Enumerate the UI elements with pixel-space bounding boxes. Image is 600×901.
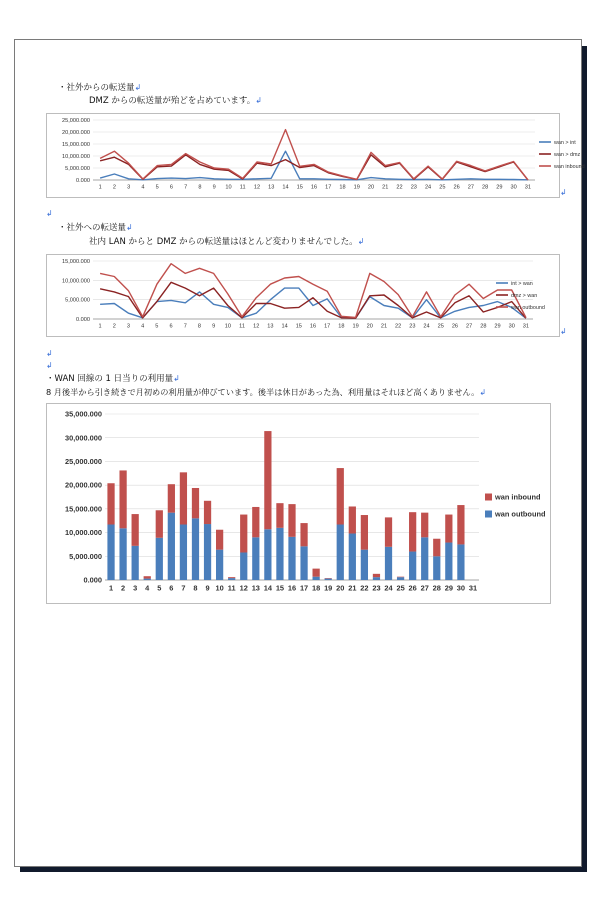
section-1-description: DMZ からの転送量が殆どを占めています。 xyxy=(89,96,256,106)
bar-segment-wan-inbound xyxy=(349,506,356,533)
y-tick-label: 10,000.000 xyxy=(65,528,102,538)
bar-segment-wan-outbound xyxy=(107,525,114,580)
bar-segment-wan-outbound xyxy=(313,577,320,580)
bar-segment-wan-outbound xyxy=(409,552,416,580)
section-2-heading: ・社外への転送量 xyxy=(58,223,127,233)
section-3-heading-line xyxy=(46,373,180,385)
x-tick-label: 24 xyxy=(423,323,430,330)
x-tick-label: 9 xyxy=(205,583,210,593)
x-tick-label: 13 xyxy=(251,583,260,593)
paragraph-mark-icon: ↲ xyxy=(173,374,180,383)
bar-segment-wan-inbound xyxy=(107,483,114,524)
x-tick-label: 19 xyxy=(352,323,359,330)
x-tick-label: 20 xyxy=(366,323,373,330)
section-3-description: 8 月後半から引き続きで月初めの利用量が伸びています。後半は休日があった為、利用量はそれほど高くありません。 xyxy=(46,387,480,397)
x-tick-label: 19 xyxy=(353,184,360,191)
section-2-description-line xyxy=(89,236,364,248)
y-tick-label: 10,000.000 xyxy=(62,153,90,160)
x-tick-label: 24 xyxy=(424,184,432,191)
x-tick-label: 16 xyxy=(287,583,297,593)
bar-segment-wan-inbound xyxy=(228,577,235,578)
x-tick-label: 31 xyxy=(468,583,478,593)
bar-segment-wan-inbound xyxy=(373,574,380,577)
x-tick-label: 1 xyxy=(108,583,114,593)
x-tick-label: 23 xyxy=(409,323,416,330)
x-tick-label: 4 xyxy=(145,583,150,593)
legend-label: wan inbound xyxy=(495,492,541,502)
x-tick-label: 23 xyxy=(372,583,381,593)
series-line-wan-dmz xyxy=(100,155,528,180)
x-tick-label: 5 xyxy=(155,184,159,191)
bar-segment-wan-inbound xyxy=(216,530,223,550)
y-tick-label: 15,000.000 xyxy=(65,504,102,514)
section-2-heading-line xyxy=(58,222,133,234)
bar-segment-wan-outbound xyxy=(228,578,235,580)
bar-segment-wan-outbound xyxy=(204,524,211,580)
x-tick-label: 15 xyxy=(295,323,302,330)
y-tick-label: 20,000.000 xyxy=(62,129,90,136)
x-tick-label: 28 xyxy=(432,583,441,593)
chart-wan-daily-usage-svg xyxy=(47,404,550,603)
bar-segment-wan-outbound xyxy=(168,513,175,580)
x-tick-label: 12 xyxy=(253,323,260,330)
paragraph-mark-icon: ↲ xyxy=(46,209,53,218)
y-tick-label: 15,000.000 xyxy=(62,258,90,265)
chart-outbound-transfer xyxy=(46,254,560,337)
bar-segment-wan-inbound xyxy=(337,468,344,524)
x-tick-label: 10 xyxy=(225,184,232,191)
y-tick-label: 25,000.000 xyxy=(65,457,102,467)
bar-segment-wan-inbound xyxy=(276,503,283,528)
paragraph-mark-empty-1 xyxy=(46,208,53,220)
x-tick-label: 15 xyxy=(296,184,303,191)
x-tick-label: 6 xyxy=(169,583,174,593)
y-tick-label: 0.000 xyxy=(76,316,90,323)
bar-segment-wan-inbound xyxy=(132,514,139,546)
legend-swatch xyxy=(485,494,492,501)
x-tick-label: 10 xyxy=(215,583,224,593)
x-tick-label: 26 xyxy=(453,184,460,191)
bar-segment-wan-outbound xyxy=(180,525,187,580)
paragraph-mark-icon: ↲ xyxy=(357,237,365,246)
paragraph-mark-icon: ↲ xyxy=(46,349,53,358)
y-tick-label: 5,000.000 xyxy=(65,297,90,304)
legend-label: dmz > wan xyxy=(511,292,538,299)
paragraph-mark-chart-2 xyxy=(560,326,567,338)
bar-segment-wan-outbound xyxy=(337,525,344,580)
bar-segment-wan-inbound xyxy=(144,576,151,578)
y-tick-label: 5,000.000 xyxy=(69,551,102,561)
bar-segment-wan-inbound xyxy=(156,510,163,538)
bar-segment-wan-outbound xyxy=(240,552,247,580)
section-2-description: 社内 LAN からと DMZ からの転送量はほとんど変わりませんでした。 xyxy=(89,237,358,247)
x-tick-label: 25 xyxy=(396,583,405,593)
chart-inbound-transfer xyxy=(46,113,585,198)
bar-segment-wan-inbound xyxy=(457,505,464,544)
x-tick-label: 29 xyxy=(496,184,503,191)
x-tick-label: 11 xyxy=(239,184,246,191)
bar-segment-wan-outbound xyxy=(349,534,356,580)
y-tick-label: 30,000.000 xyxy=(65,433,102,443)
x-tick-label: 20 xyxy=(336,583,345,593)
bar-segment-wan-outbound xyxy=(216,550,223,580)
section-1-heading: ・社外からの転送量 xyxy=(58,83,135,93)
x-tick-label: 18 xyxy=(338,323,345,330)
y-tick-label: 25,000.000 xyxy=(62,117,90,124)
x-tick-label: 26 xyxy=(408,583,417,593)
y-tick-label: 5,000.000 xyxy=(65,165,90,172)
paragraph-mark-icon: ↲ xyxy=(255,96,262,105)
x-tick-label: 14 xyxy=(282,184,289,191)
paragraph-mark-icon: ↲ xyxy=(134,83,142,92)
x-tick-label: 6 xyxy=(169,323,173,330)
x-tick-label: 2 xyxy=(121,583,126,593)
x-tick-label: 5 xyxy=(157,583,162,593)
x-tick-label: 21 xyxy=(380,323,388,330)
bar-segment-wan-outbound xyxy=(192,518,199,580)
x-tick-label: 29 xyxy=(494,323,501,330)
x-tick-label: 4 xyxy=(141,323,145,330)
bar-segment-wan-inbound xyxy=(119,470,126,528)
chart-wan-daily-usage xyxy=(46,403,551,604)
x-tick-label: 14 xyxy=(263,583,272,593)
y-tick-label: 15,000.000 xyxy=(62,141,90,148)
legend-label: wan > dmz xyxy=(554,151,581,158)
x-tick-label: 28 xyxy=(481,184,489,191)
x-tick-label: 13 xyxy=(268,184,275,191)
bar-segment-wan-inbound xyxy=(445,515,452,543)
x-tick-label: 14 xyxy=(281,323,288,330)
bar-segment-wan-inbound xyxy=(180,472,187,524)
x-tick-label: 4 xyxy=(141,184,145,191)
bar-segment-wan-outbound xyxy=(373,577,380,580)
bar-segment-wan-outbound xyxy=(276,528,283,580)
legend-label: int > wan xyxy=(511,280,533,287)
x-tick-label: 7 xyxy=(184,184,188,191)
x-tick-label: 28 xyxy=(480,323,487,330)
x-tick-label: 1 xyxy=(98,184,102,191)
x-tick-label: 12 xyxy=(253,184,261,191)
bar-segment-wan-outbound xyxy=(156,538,163,580)
legend-label: wan > int xyxy=(554,139,576,146)
bar-segment-wan-outbound xyxy=(385,547,392,580)
bar-segment-wan-inbound xyxy=(204,501,211,524)
x-tick-label: 12 xyxy=(239,583,248,593)
x-tick-label: 30 xyxy=(456,583,466,593)
x-tick-label: 31 xyxy=(522,323,530,330)
x-tick-label: 10 xyxy=(224,323,231,330)
bar-segment-wan-inbound xyxy=(433,539,440,557)
paragraph-mark-empty-2 xyxy=(46,348,53,360)
bar-segment-wan-inbound xyxy=(313,569,320,577)
x-tick-label: 22 xyxy=(395,323,402,330)
y-tick-label: 35,000.000 xyxy=(65,409,102,419)
x-tick-label: 21 xyxy=(382,184,389,191)
bar-segment-wan-inbound xyxy=(409,512,416,551)
x-tick-label: 3 xyxy=(127,184,131,191)
chart-inbound-transfer-svg xyxy=(47,114,585,197)
x-tick-label: 6 xyxy=(169,184,173,191)
bar-segment-wan-inbound xyxy=(385,517,392,546)
x-tick-label: 7 xyxy=(181,583,186,593)
x-tick-label: 8 xyxy=(197,323,202,330)
x-tick-label: 16 xyxy=(310,184,318,191)
x-tick-label: 9 xyxy=(212,323,216,330)
legend-swatch xyxy=(485,511,492,518)
x-tick-label: 31 xyxy=(524,184,531,191)
x-tick-label: 5 xyxy=(155,323,159,330)
bar-segment-wan-outbound xyxy=(361,550,368,580)
x-tick-label: 20 xyxy=(367,184,375,191)
y-tick-label: 0.000 xyxy=(83,575,102,585)
bar-segment-wan-inbound xyxy=(240,515,247,553)
x-tick-label: 2 xyxy=(112,184,116,191)
bar-segment-wan-outbound xyxy=(252,537,259,580)
bar-segment-wan-inbound xyxy=(421,513,428,538)
x-tick-label: 25 xyxy=(437,323,444,330)
x-tick-label: 27 xyxy=(467,184,474,191)
bar-segment-wan-inbound xyxy=(252,507,259,537)
x-tick-label: 7 xyxy=(183,323,187,330)
bar-segment-wan-outbound xyxy=(433,556,440,580)
section-3-heading: ・WAN 回線の 1 日当りの利用量 xyxy=(46,374,174,384)
x-tick-label: 18 xyxy=(312,583,321,593)
bar-segment-wan-inbound xyxy=(361,515,368,550)
x-tick-label: 3 xyxy=(133,583,138,593)
bar-segment-wan-outbound xyxy=(397,577,404,580)
paragraph-mark-icon: ↲ xyxy=(479,388,487,397)
x-tick-label: 21 xyxy=(348,583,357,593)
x-tick-label: 13 xyxy=(267,323,274,330)
chart-outbound-transfer-svg xyxy=(47,255,559,336)
paragraph-mark-chart-1 xyxy=(560,187,567,199)
paragraph-mark-icon: ↲ xyxy=(560,327,567,336)
x-tick-label: 11 xyxy=(227,583,236,593)
x-tick-label: 30 xyxy=(510,184,517,191)
x-tick-label: 19 xyxy=(324,583,333,593)
legend-label: wan outbound xyxy=(495,509,546,519)
x-tick-label: 1 xyxy=(98,323,102,330)
bar-segment-wan-outbound xyxy=(445,543,452,580)
bar-segment-wan-inbound xyxy=(288,504,295,537)
paragraph-mark-empty-3 xyxy=(46,360,53,372)
paragraph-mark-icon: ↲ xyxy=(46,361,53,370)
x-tick-label: 16 xyxy=(309,323,317,330)
bar-segment-wan-outbound xyxy=(421,537,428,580)
series-line-wan-inbound xyxy=(100,130,528,180)
x-tick-label: 24 xyxy=(384,583,393,593)
x-tick-label: 18 xyxy=(339,184,346,191)
bar-segment-wan-outbound xyxy=(264,529,271,580)
x-tick-label: 25 xyxy=(439,184,446,191)
bar-segment-wan-outbound xyxy=(288,537,295,580)
x-tick-label: 27 xyxy=(466,323,473,330)
x-tick-label: 8 xyxy=(193,583,198,593)
x-tick-label: 17 xyxy=(324,323,331,330)
y-tick-label: 20,000.000 xyxy=(65,480,102,490)
bar-segment-wan-inbound xyxy=(264,431,271,529)
x-tick-label: 29 xyxy=(444,583,453,593)
paragraph-mark-icon: ↲ xyxy=(560,188,567,197)
paragraph-mark-icon: ↲ xyxy=(126,223,133,232)
x-tick-label: 27 xyxy=(420,583,429,593)
x-tick-label: 22 xyxy=(360,583,369,593)
x-tick-label: 11 xyxy=(239,323,245,330)
x-tick-label: 3 xyxy=(126,323,131,330)
bar-segment-wan-inbound xyxy=(168,484,175,512)
x-tick-label: 15 xyxy=(275,583,285,593)
x-tick-label: 22 xyxy=(396,184,403,191)
bar-segment-wan-outbound xyxy=(144,579,151,580)
x-tick-label: 26 xyxy=(451,323,459,330)
series-line-dmz-wan xyxy=(100,282,526,318)
bar-segment-wan-outbound xyxy=(119,528,126,580)
bar-segment-wan-inbound xyxy=(192,488,199,518)
y-tick-label: 0.000 xyxy=(76,177,90,184)
x-tick-label: 17 xyxy=(299,583,309,593)
section-1-heading-line xyxy=(58,82,141,94)
legend-label: wan outbound xyxy=(511,304,545,311)
bar-segment-wan-outbound xyxy=(300,546,307,580)
x-tick-label: 8 xyxy=(198,184,202,191)
x-tick-label: 30 xyxy=(508,323,515,330)
section-1-description-line xyxy=(89,95,262,107)
legend-label: wan inbound xyxy=(554,163,585,170)
bar-segment-wan-inbound xyxy=(300,523,307,546)
x-tick-label: 2 xyxy=(112,323,116,330)
section-3-description-line xyxy=(46,387,486,398)
bar-segment-wan-outbound xyxy=(132,546,139,580)
x-tick-label: 17 xyxy=(325,184,332,191)
bar-segment-wan-outbound xyxy=(325,579,332,580)
y-tick-label: 10,000.000 xyxy=(62,278,90,285)
bar-segment-wan-outbound xyxy=(457,544,464,580)
x-tick-label: 23 xyxy=(410,184,417,191)
x-tick-label: 9 xyxy=(212,184,216,191)
